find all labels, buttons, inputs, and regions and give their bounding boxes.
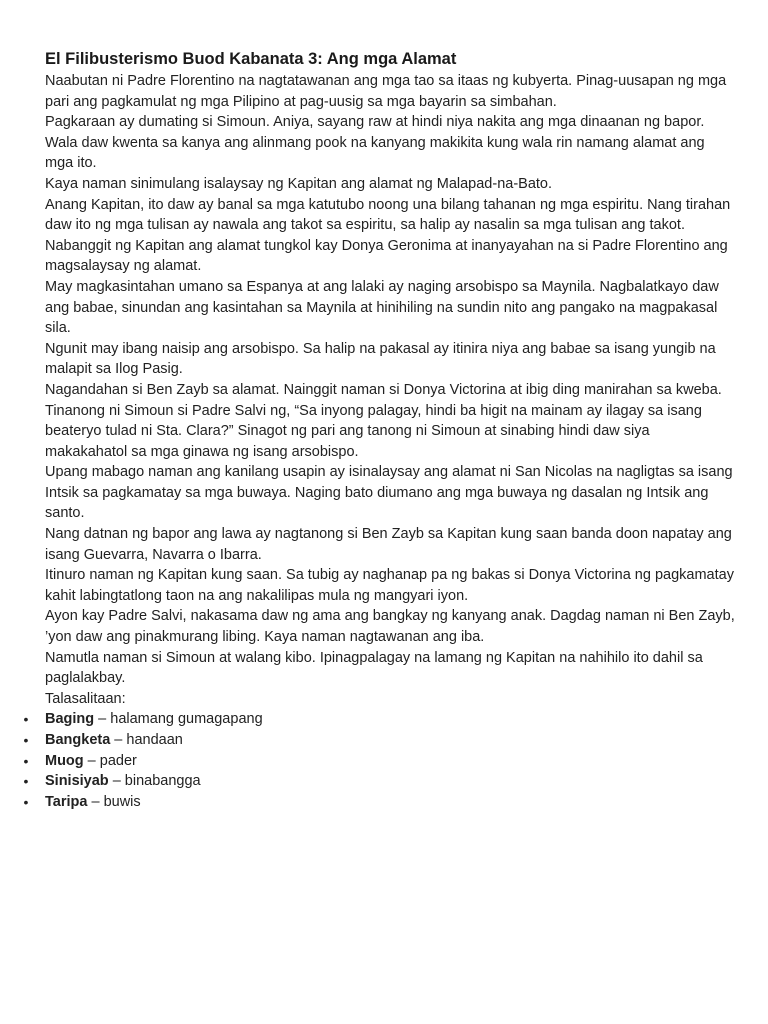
glossary-definition: – handaan bbox=[110, 732, 183, 748]
glossary-item bbox=[23, 730, 735, 751]
paragraph: Pagkaraan ay dumating si Simoun. Aniya, sayang raw at hindi niya nakita ang mga dinaanan ng bapor. Wala daw kwenta sa kanya ang alinmang pook na kanyang makikita kung wala rin namang alamat ang mga ito. bbox=[45, 114, 705, 172]
paragraph: Naabutan ni Padre Florentino na nagtatawanan ang mga tao sa itaas ng kubyerta. Pinag-uusapan ng mga pari ang pagkamulat ng mga Pilipino at pag-uusig sa mga bayarin sa simbahan. bbox=[45, 73, 727, 110]
paragraph: Anang Kapitan, ito daw ay banal sa mga katutubo noong una bilang tahanan ng mga espiritu. Nang tirahan daw ito ng mga tulisan ay nawala ang takot sa espiritu, sa halip ay nasalin sa mga tulisan ang takot. bbox=[45, 196, 731, 234]
glossary-definition: – binabangga bbox=[108, 773, 201, 790]
glossary-item bbox=[23, 792, 735, 813]
glossary-term: Muog bbox=[45, 752, 84, 769]
glossary-term: Bangketa bbox=[45, 732, 111, 748]
bullet-icon: • bbox=[23, 793, 29, 810]
paragraph: Kaya naman sinimulang isalaysay ng Kapitan ang alamat ng Malapad-na-Bato. bbox=[45, 175, 553, 192]
paragraph: Ngunit may ibang naisip ang arsobispo. Sa halip na pakasal ay itinira niya ang babae sa isang yungib na malapit sa Ilog Pasig. bbox=[45, 340, 716, 378]
paragraph: May magkasintahan umano sa Espanya at ang lalaki ay naging arsobispo sa Maynila. Nagbalatkayo daw ang babae, sinundan ang kasintahan sa Maynila at hinihiling na sundin nito ang pangako na magpakasal sila. bbox=[45, 278, 719, 337]
glossary-definition: – pader bbox=[83, 752, 137, 769]
paragraph: Namutla naman si Simoun at walang kibo. Ipinagpalagay na lamang ng Kapitan na nahihilo ito dahil sa paglalakbay. bbox=[45, 649, 703, 687]
glossary-term: Taripa bbox=[45, 793, 88, 810]
glossary-item bbox=[23, 751, 735, 772]
paragraph: Tinanong ni Simoun si Padre Salvi ng, “Sa inyong palagay, hindi ba higit na mainam ay ilagay sa isang beateryo tulad ni Sta. Clara?” Sinagot ng pari ang tanong ni Simoun at sinabing hindi daw siya makakahatol sa mga ginawa ng isang arsobispo. bbox=[45, 402, 702, 460]
paragraph: Upang mabago naman ang kanilang usapin ay isinalaysay ang alamat ni San Nicolas na nagligtas sa isang Intsik sa pagkamatay sa mga buwaya. Naging bato diumano ang mga buwaya ng dasalan ng Intsik ang santo. bbox=[45, 464, 733, 522]
bullet-icon: • bbox=[23, 711, 29, 728]
bullet-icon: • bbox=[23, 752, 29, 769]
paragraph: Itinuro naman ng Kapitan kung saan. Sa tubig ay naghanap pa ng bakas si Donya Victorina ng pagkamatay kahit labingtatlong taon na ang nakalilipas mula ng mangyari iyon. bbox=[45, 567, 734, 604]
glossary-item bbox=[23, 709, 735, 730]
document-title: El Filibusterismo Buod Kabanata 3: Ang mga Alamat bbox=[45, 50, 457, 68]
paragraph: Ayon kay Padre Salvi, nakasama daw ng ama ang bangkay ng kanyang anak. Dagdag naman ni Ben Zayb, ’yon daw ang pinakmurang libing. Kaya naman nagtawanan ang iba. bbox=[45, 608, 735, 646]
paragraph: Nagandahan si Ben Zayb sa alamat. Nainggit naman si Donya Victorina at ibig ding manirahan sa kweba. bbox=[45, 381, 722, 398]
glossary-term: Sinisiyab bbox=[45, 773, 109, 790]
bullet-icon: • bbox=[23, 732, 29, 748]
glossary-item bbox=[23, 771, 735, 792]
glossary-definition: – halamang gumagapang bbox=[94, 711, 263, 728]
glossary-heading: Talasalitaan: bbox=[45, 690, 126, 707]
paragraph: Nabanggit ng Kapitan ang alamat tungkol kay Donya Geronima at inanyayahan na si Padre Florentino ang magsalaysay ng alamat. bbox=[45, 237, 728, 275]
glossary-definition: – buwis bbox=[87, 793, 141, 810]
bullet-icon: • bbox=[23, 773, 29, 790]
glossary-list bbox=[23, 709, 735, 812]
paragraph: Nang datnan ng bapor ang lawa ay nagtanong si Ben Zayb sa Kapitan kung saan banda doon napatay ang isang Guevarra, Navarra o Ibarra. bbox=[45, 526, 732, 563]
glossary-term: Baging bbox=[45, 711, 95, 728]
document-page bbox=[23, 48, 735, 812]
